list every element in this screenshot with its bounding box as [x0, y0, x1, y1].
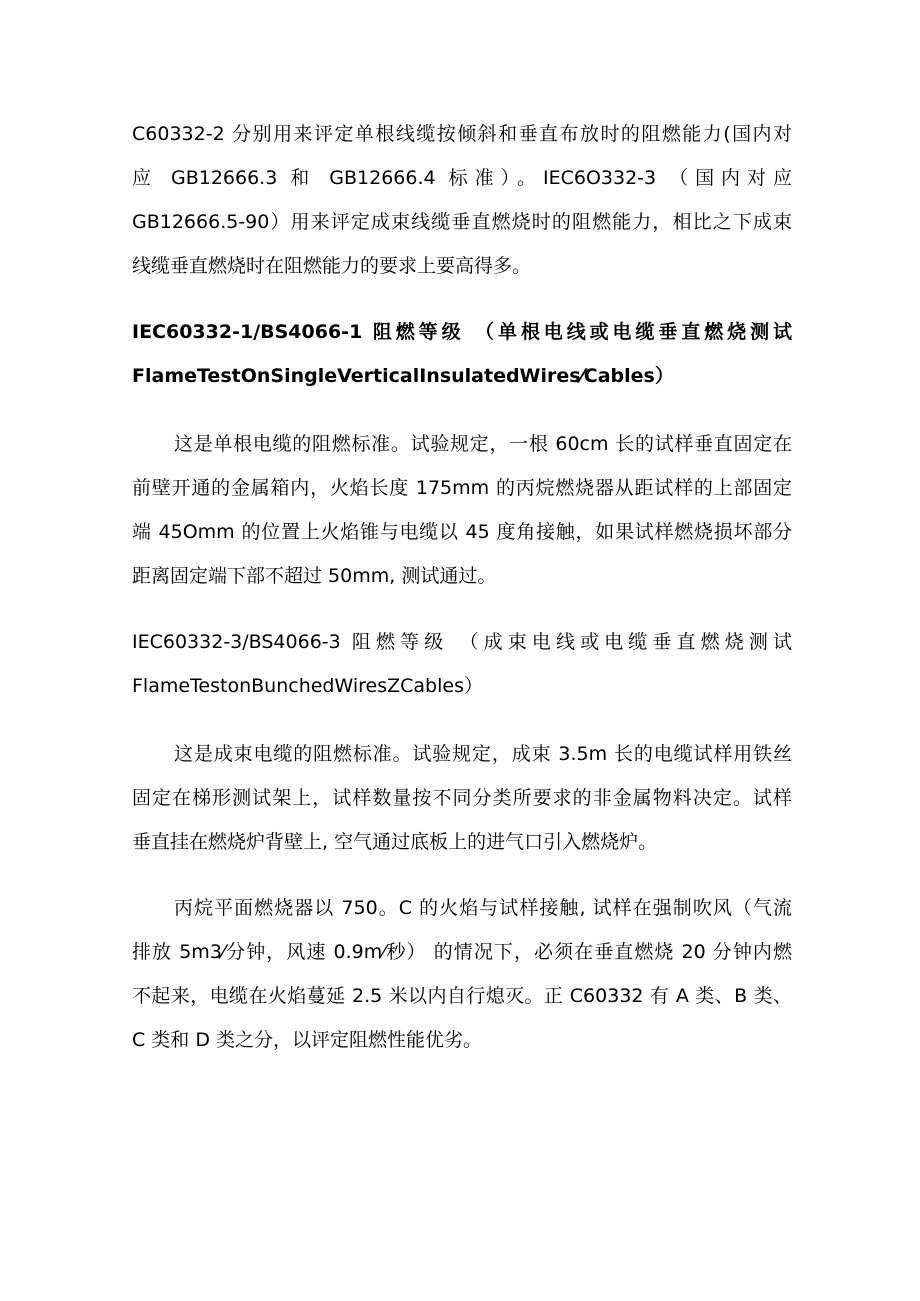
text-line: 前壁开通的金属箱内，火焰长度 175mm 的丙烷燃烧器从距试样的上部固定: [132, 477, 792, 499]
document-body: [132, 112, 792, 1084]
text-line: 这是成束电缆的阻燃标准。试验规定，成束 3.5m 长的电缆试样用铁丝: [174, 743, 792, 765]
paragraph-intro: [132, 112, 792, 288]
text-line: 固定在梯形测试架上，试样数量按不同分类所要求的非金属物料决定。试样: [132, 787, 792, 809]
text-line: 不起来，电缆在火焰蔓延 2.5 米以内自行熄灭。正 C60332 有 A 类、B 类、: [132, 985, 792, 1007]
text-line: 线缆垂直燃烧时在阻燃能力的要求上要高得多。: [132, 255, 532, 277]
text-line: 丙烷平面燃烧器以 750。C 的火焰与试样接触, 试样在强制吹风（气流: [174, 897, 792, 919]
text-line: 这是单根电缆的阻燃标准。试验规定，一根 60cm 长的试样垂直固定在: [174, 433, 792, 455]
text-line: 应 GB12666.3 和 GB12666.4 标准）。IEC6O332-3 （国内对应: [132, 167, 792, 189]
text-line: 垂直挂在燃烧炉背壁上, 空气通过底板上的进气口引入燃烧炉。: [132, 831, 658, 853]
paragraph-burner: [132, 886, 792, 1062]
text-line: 距离固定端下部不超过 50mm, 测试通过。: [132, 565, 497, 587]
text-line: C 类和 D 类之分，以评定阻燃性能优劣。: [132, 1029, 483, 1051]
paragraph-single-cable: [132, 422, 792, 598]
heading-line: FlameTestOnSingleVerticalInsulatedWires⁄Cables）: [132, 365, 674, 387]
heading-line: FlameTestonBunchedWiresZCables）: [132, 675, 483, 697]
text-line: GB12666.5-90）用来评定成束线缆垂直燃烧时的阻燃能力，相比之下成束: [132, 211, 792, 233]
paragraph-bunched-cable: [132, 732, 792, 864]
text-line: C60332-2 分别用来评定单根线缆按倾斜和垂直布放时的阻燃能力(国内对: [132, 123, 792, 145]
heading-iec60332-1: [132, 310, 792, 398]
heading-iec60332-3: [132, 620, 792, 708]
text-line: 端 45Omm 的位置上火焰锥与电缆以 45 度角接触，如果试样燃烧损坏部分: [132, 521, 792, 543]
heading-line: IEC60332-1/BS4066-1 阻燃等级 （单根电线或电缆垂直燃烧测试: [132, 321, 792, 343]
heading-line: IEC60332-3/BS4066-3 阻燃等级 （成束电线或电缆垂直燃烧测试: [132, 631, 792, 653]
text-line: 排放 5m3⁄分钟，风速 0.9m⁄秒） 的情况下，必须在垂直燃烧 20 分钟内燃: [132, 941, 792, 963]
